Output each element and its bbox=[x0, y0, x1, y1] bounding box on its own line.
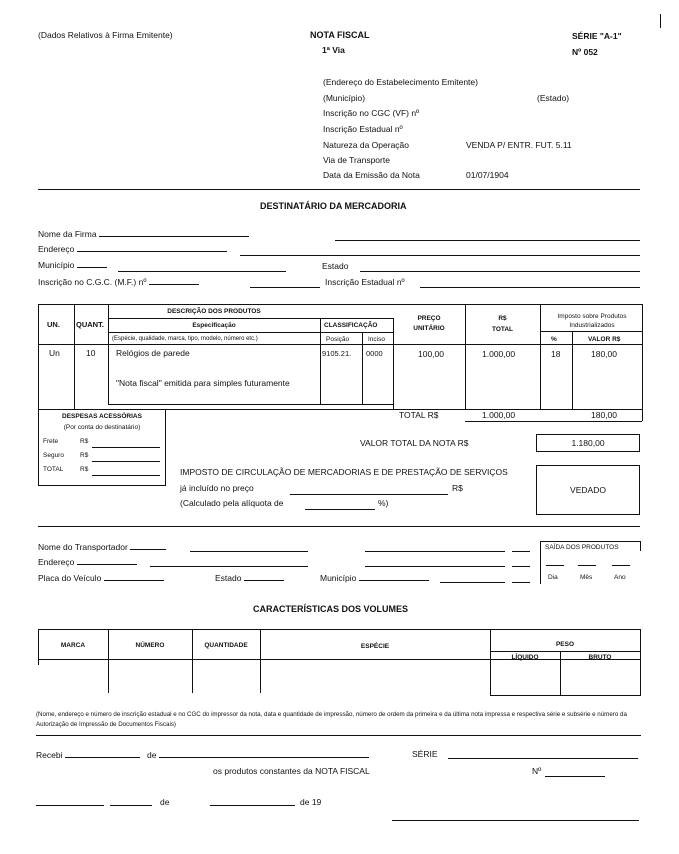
vol-col-quant bbox=[260, 629, 261, 693]
col-un-header: UN. bbox=[47, 320, 60, 329]
emitter-insc-estadual: Inscrição Estadual nº bbox=[323, 124, 403, 134]
volumes-top bbox=[38, 629, 641, 630]
saida-box-right bbox=[640, 541, 641, 551]
col-spec-detail: (Espécie, qualidade, marca, tipo, modelo, número etc.) bbox=[112, 336, 258, 342]
col-ipi-header: Imposto sobre Produtos Industrializados bbox=[557, 313, 627, 329]
transp-line bbox=[512, 551, 530, 552]
date-line-2 bbox=[110, 805, 152, 806]
dest-insc-estadual: Inscrição Estadual nº bbox=[325, 277, 405, 287]
products-left-border bbox=[38, 304, 39, 409]
valor-total-value: 1.180,00 bbox=[571, 438, 605, 448]
volumes-title: CARACTERÍSTICAS DOS VOLUMES bbox=[253, 604, 409, 614]
col-divider-total bbox=[540, 304, 541, 409]
dest-line bbox=[250, 287, 320, 288]
vol-col-especie bbox=[490, 629, 491, 695]
col-divider-spec bbox=[320, 318, 321, 404]
col-inciso-header: Inciso bbox=[368, 336, 385, 343]
vol-col-marca bbox=[108, 629, 109, 693]
recebi-de: de bbox=[147, 749, 369, 760]
icms-incluido: já incluído no preço bbox=[180, 483, 254, 493]
saida-title: SAÍDA DOS PRODUTOS bbox=[545, 544, 619, 551]
row-pct: 18 bbox=[551, 349, 561, 359]
nf-number: Nº 052 bbox=[572, 47, 598, 57]
transp-line bbox=[365, 566, 505, 567]
despesa-frete: Frete bbox=[43, 438, 59, 445]
destinatario-title: DESTINATÁRIO DA MERCADORIA bbox=[260, 201, 407, 211]
row-spec: Relógios de parede bbox=[116, 348, 190, 358]
total-value: 1.000,00 bbox=[482, 410, 516, 420]
saida-ano: Ano bbox=[614, 574, 626, 581]
col-class-header: CLASSIFICAÇÃO bbox=[324, 322, 378, 329]
via-label: 1ª Via bbox=[322, 45, 345, 55]
dest-line bbox=[335, 240, 640, 241]
valor-total-label: VALOR TOTAL DA NOTA R$ bbox=[360, 438, 469, 448]
doc-title: NOTA FISCAL bbox=[310, 30, 370, 40]
icms-calc: (Calculado pela alíquota de bbox=[180, 498, 284, 508]
emitter-estado: (Estado) bbox=[537, 93, 570, 103]
transp-line bbox=[512, 566, 530, 567]
despesa-total: TOTAL bbox=[43, 466, 64, 473]
transp-municipio: Município bbox=[320, 572, 429, 583]
products-body-bottom bbox=[108, 404, 393, 405]
col-unitario-header: UNITÁRIO bbox=[413, 325, 445, 332]
vol-liquido: LÍQUIDO bbox=[511, 654, 539, 661]
despesa-seguro-line bbox=[92, 461, 160, 462]
vol-quantidade: QUANTIDADE bbox=[204, 642, 248, 649]
products-header-bottom bbox=[38, 344, 643, 345]
dest-line bbox=[360, 271, 640, 272]
totals-right bbox=[642, 409, 643, 421]
transp-placa: Placa do Veículo bbox=[38, 572, 164, 583]
dest-municipio: Município bbox=[38, 259, 107, 270]
vol-col-right bbox=[640, 629, 641, 695]
recebi-no: Nº bbox=[532, 766, 542, 776]
row-valor: 180,00 bbox=[591, 349, 617, 359]
saida-line bbox=[578, 565, 596, 566]
row-inciso: 0000 bbox=[366, 349, 383, 358]
saida-dia: Dia bbox=[548, 574, 558, 581]
transp-endereco: Endereço bbox=[38, 556, 137, 567]
dest-estado: Estado bbox=[322, 261, 349, 271]
date-de: de bbox=[160, 797, 170, 807]
saida-line bbox=[546, 565, 564, 566]
total-label: TOTAL R$ bbox=[399, 410, 439, 420]
icms-value-line bbox=[290, 494, 448, 495]
icms-pct-line bbox=[305, 509, 375, 510]
row-unitario: 100,00 bbox=[418, 349, 444, 359]
saida-line bbox=[612, 565, 630, 566]
products-desc-divider bbox=[108, 318, 393, 319]
row-quant: 10 bbox=[86, 348, 96, 358]
icms-divider bbox=[38, 526, 640, 527]
volumes-bottom bbox=[490, 695, 641, 696]
transp-estado: Estado bbox=[215, 572, 284, 583]
col-divider-posicao bbox=[362, 332, 363, 404]
products-spec-divider bbox=[108, 332, 393, 333]
vol-peso: PESO bbox=[555, 641, 575, 648]
col-total-header: TOTAL bbox=[491, 326, 514, 333]
row-total: 1.000,00 bbox=[482, 349, 516, 359]
vol-marca: MARCA bbox=[60, 642, 86, 649]
icms-pct: %) bbox=[378, 498, 389, 508]
transp-line bbox=[440, 582, 505, 583]
natureza-value: VENDA P/ ENTR. FUT. 5.11 bbox=[466, 140, 572, 150]
icms-rs: R$ bbox=[452, 483, 463, 493]
saida-mes: Mês bbox=[580, 574, 593, 581]
produtos-constantes: os produtos constantes da NOTA FISCAL bbox=[213, 766, 370, 776]
row-posicao: 9105.21. bbox=[322, 349, 352, 358]
date-de-19: de 19 bbox=[300, 797, 322, 807]
peso-divider bbox=[490, 651, 641, 652]
vol-col-numero bbox=[192, 629, 193, 693]
icms-title: IMPOSTO DE CIRCULAÇÃO DE MERCADORIAS E DE PRESTAÇÃO DE SERVIÇOS bbox=[180, 467, 508, 477]
transp-line bbox=[190, 551, 308, 552]
col-quant-header: QUANT. bbox=[76, 320, 104, 329]
ipi-divider bbox=[540, 331, 643, 332]
row-un: Un bbox=[49, 348, 60, 358]
transp-nome: Nome do Transportador bbox=[38, 541, 166, 552]
corner-mark bbox=[660, 14, 661, 28]
despesa-total-rs: R$ bbox=[80, 466, 89, 473]
despesa-total-line bbox=[92, 475, 160, 476]
natureza-label: Natureza da Operação bbox=[323, 140, 409, 150]
col-posicao-header: Posição bbox=[326, 336, 350, 343]
col-valor-header: VALOR R$ bbox=[588, 336, 621, 343]
col-divider-un bbox=[74, 304, 75, 409]
despesa-seguro-rs: R$ bbox=[80, 452, 89, 459]
transp-line bbox=[512, 582, 530, 583]
vol-especie: ESPÉCIE bbox=[360, 643, 390, 650]
via-transporte-label: Via de Transporte bbox=[323, 155, 390, 165]
emitter-cgc: Inscrição no CGC (VF) nº bbox=[323, 108, 420, 118]
date-line-3 bbox=[210, 805, 295, 806]
serie-label: SÉRIE "A-1" bbox=[572, 31, 622, 41]
dest-line bbox=[420, 287, 640, 288]
transp-line bbox=[150, 566, 308, 567]
col-divider-quant bbox=[108, 304, 109, 404]
col-preco-header: PREÇO bbox=[417, 315, 441, 322]
header-divider bbox=[38, 189, 640, 190]
recebi-serie: SÉRIE bbox=[412, 749, 438, 759]
despesa-seguro: Seguro bbox=[43, 452, 64, 459]
emitter-data-label: (Dados Relativos à Firma Emitente) bbox=[38, 30, 173, 40]
serie-line bbox=[448, 758, 638, 759]
row-note: "Nota fiscal" emitida para simples futuramente bbox=[116, 378, 290, 388]
despesas-subtitle: (Por conta do destinatário) bbox=[63, 424, 141, 431]
products-top-border bbox=[38, 304, 643, 305]
transp-line bbox=[365, 551, 505, 552]
dest-line bbox=[118, 271, 286, 272]
dest-cgc: Inscrição no C.G.C. (M.F.) nº bbox=[38, 276, 199, 287]
printer-note: (Nome, endereço e número de inscrição estadual e no CGC do impressor da nota, data e quantidade de impressão, número de ordem da primeira e da última nota impressa e respectiva série e subsérie e número da Autorização de Impressão de Documentos Fiscais) bbox=[36, 711, 627, 728]
products-right-border bbox=[642, 304, 643, 409]
despesas-title: DESPESAS ACESSÓRIAS bbox=[62, 413, 142, 420]
totals-underline bbox=[465, 421, 642, 422]
footer-divider bbox=[36, 735, 641, 736]
emitter-address: (Endereço do Estabelecimento Emitente) bbox=[323, 77, 478, 87]
data-emissao-label: Data da Emissão da Nota bbox=[323, 170, 420, 180]
vol-numero: NÚMERO bbox=[135, 642, 165, 649]
col-rs-header: R$ bbox=[498, 315, 507, 322]
dest-endereco: Endereço bbox=[38, 243, 227, 254]
despesa-frete-line bbox=[92, 447, 160, 448]
despesa-frete-rs: R$ bbox=[80, 438, 89, 445]
no-line bbox=[545, 776, 605, 777]
col-pct-header: % bbox=[551, 336, 557, 343]
data-emissao-value: 01/07/1904 bbox=[466, 170, 509, 180]
date-line-1 bbox=[36, 805, 104, 806]
col-spec-header: Especificação bbox=[192, 322, 236, 329]
dest-nome-firma: Nome da Firma bbox=[38, 228, 249, 239]
total-ipi: 180,00 bbox=[591, 410, 617, 420]
col-desc-header: DESCRIÇÃO DOS PRODUTOS bbox=[167, 308, 261, 315]
recebi-label: Recebi bbox=[36, 749, 140, 760]
col-divider-pct bbox=[572, 331, 573, 409]
emitter-municipio: (Município) bbox=[323, 93, 366, 103]
vol-bruto: BRUTO bbox=[588, 654, 612, 661]
vedado-label: VEDADO bbox=[570, 485, 606, 495]
signature-line bbox=[392, 820, 639, 821]
dest-line bbox=[240, 255, 640, 256]
